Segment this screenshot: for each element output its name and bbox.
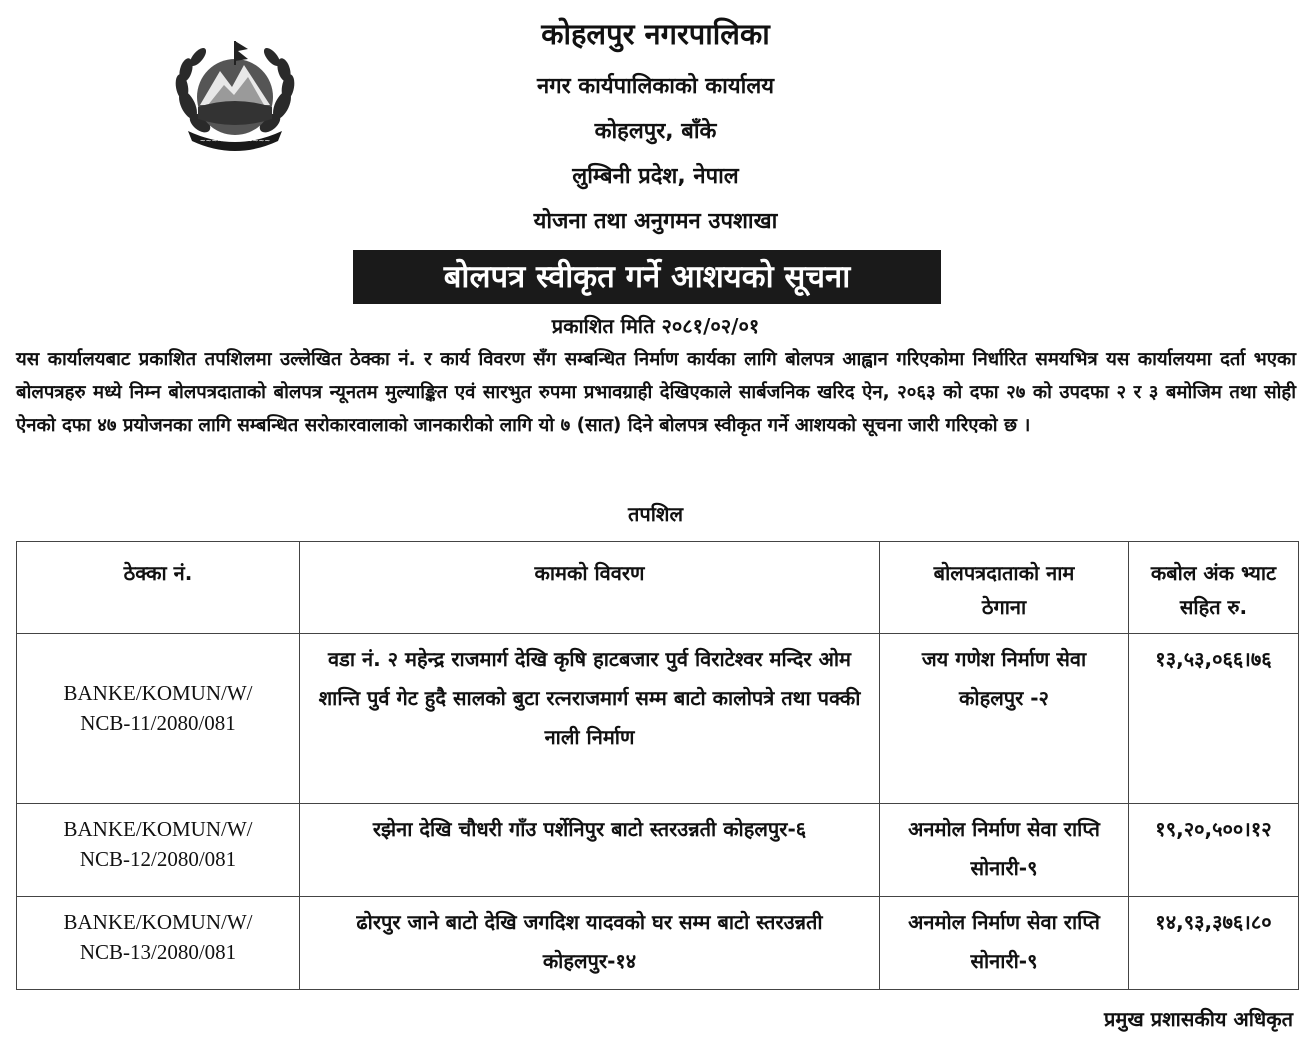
- signatory: प्रमुख प्रशासकीय अधिकृत: [1104, 1007, 1293, 1031]
- table-row: [17, 634, 1299, 804]
- tender-number-cell: BANKE/KOMUN/W/ NCB-11/2080/081: [17, 634, 300, 804]
- column-header-amount: कबोल अंक भ्याट सहित रु.: [1129, 542, 1299, 634]
- amount-cell: १३,५३,०६६।७६: [1129, 634, 1299, 804]
- office-name: नगर कार्यपालिकाको कार्यालय: [537, 74, 774, 99]
- work-description-cell: वडा नं. २ महेन्द्र राजमार्ग देखि कृषि हाटबजार पुर्व विराटेश्वर मन्दिर ओम शान्ति पुर्व गेट हुदै सालको बुटा रत्नराजमार्ग सम्म बाटो कालोपत्रे तथा पक्की नाली निर्माण: [300, 634, 880, 804]
- amount-cell: १४,९३,३७६।८०: [1129, 897, 1299, 990]
- tender-number-cell: BANKE/KOMUN/W/ NCB-13/2080/081: [17, 897, 300, 990]
- table-header-row: [17, 542, 1299, 634]
- work-description-cell: रझेना देखि चौधरी गाँउ पर्शेनिपुर बाटो स्तरउन्नती कोहलपुर-६: [300, 804, 880, 897]
- schedule-label: तपशिल: [627, 502, 684, 526]
- municipality-name: कोहलपुर नगरपालिका: [541, 17, 770, 51]
- tender-table: [16, 541, 1299, 990]
- amount-cell: १९,२०,५००।१२: [1129, 804, 1299, 897]
- office-location: कोहलपुर, बाँके: [594, 119, 717, 144]
- table-row: [17, 897, 1299, 990]
- bidder-cell: जय गणेश निर्माण सेवा कोहलपुर -२: [880, 634, 1129, 804]
- notice-body: यस कार्यालयबाट प्रकाशित तपशिलमा उल्लेखित ठेक्का नं. र कार्य विवरण सँग सम्बन्धित निर्माण कार्यका लागि बोलपत्र आह्वान गरिएकोमा निर्धारित समयभित्र यस कार्यालयमा दर्ता भएका बोलपत्रहरु मध्ये निम्न बोलपत्रदाताको बोलपत्र न्यूनतम मुल्याङ्कित एवं सारभुत रुपमा प्रभावग्राही देखिएकाले सार्बजनिक खरिद ऐन, २०६३ को दफा २७ को उपदफा २ र ३ बमोजिम तथा सोही ऐनको दफा ४७ प्रयोजनका लागि सम्बन्धित सरोकारवालाको जानकारीको लागि यो ७ (सात) दिने बोलपत्र स्वीकृत गर्ने आशयको सूचना जारी गरिएको छ ।: [16, 349, 1296, 436]
- published-date: प्रकाशित मिति २०८१/०२/०१: [551, 314, 760, 338]
- table-row: [17, 804, 1299, 897]
- column-header-tender-no: ठेक्का नं.: [17, 542, 300, 634]
- bidder-cell: अनमोल निर्माण सेवा राप्ति सोनारी-९: [880, 897, 1129, 990]
- column-header-work: कामको विवरण: [300, 542, 880, 634]
- section-name: योजना तथा अनुगमन उपशाखा: [533, 209, 778, 234]
- bidder-cell: अनमोल निर्माण सेवा राप्ति सोनारी-९: [880, 804, 1129, 897]
- work-description-cell: ढोरपुर जाने बाटो देखि जगदिश यादवको घर सम्म बाटो स्तरउन्नती कोहलपुर-१४: [300, 897, 880, 990]
- tender-number-cell: BANKE/KOMUN/W/ NCB-12/2080/081: [17, 804, 300, 897]
- province-country: लुम्बिनी प्रदेश, नेपाल: [572, 164, 739, 189]
- column-header-bidder: बोलपत्रदाताको नाम ठेगाना: [880, 542, 1129, 634]
- svg-text:~~~~~~~~~~~~: ~~~~~~~~~~~~: [199, 137, 271, 145]
- notice-title: बोलपत्र स्वीकृत गर्ने आशयको सूचना: [353, 250, 941, 304]
